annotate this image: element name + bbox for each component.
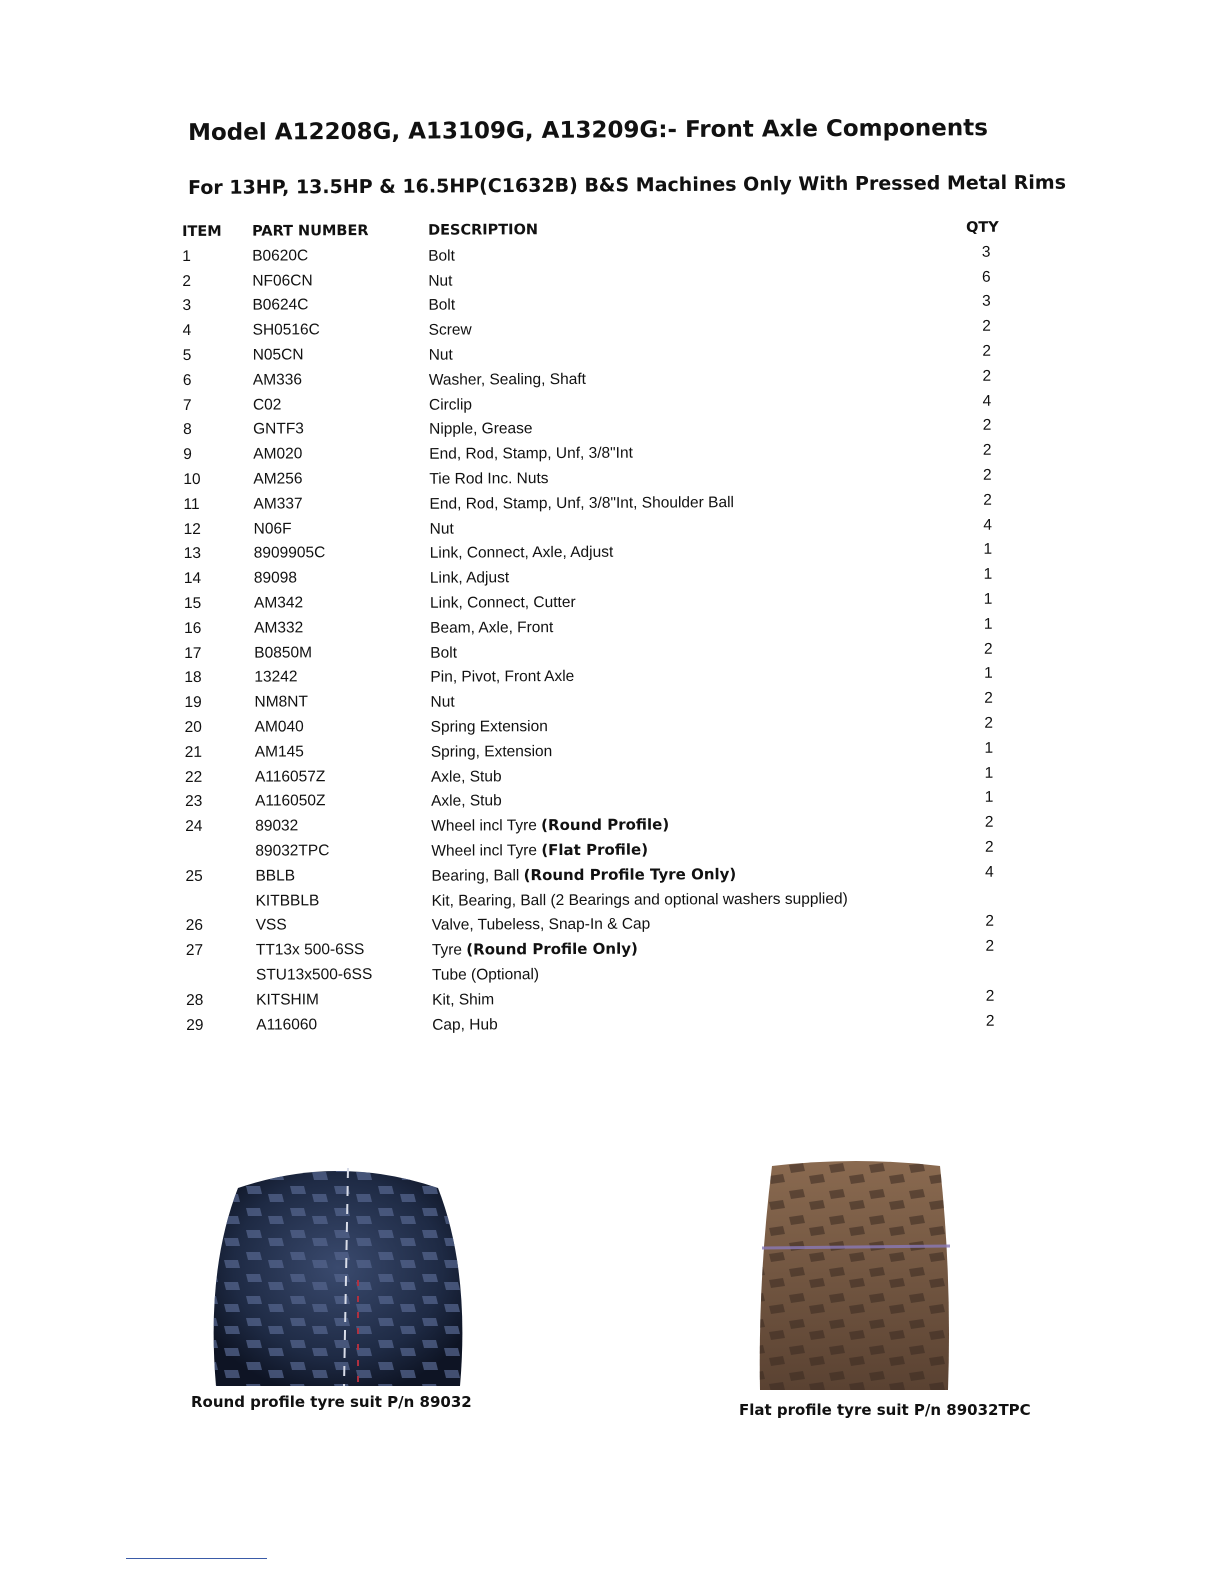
item-number: 4 xyxy=(182,322,192,340)
description xyxy=(430,565,509,591)
quantity: 6 xyxy=(981,268,991,286)
item-number: 26 xyxy=(185,917,203,935)
description xyxy=(429,318,472,344)
description-text: Valve, Tubeless, Snap-In & Cap xyxy=(431,915,651,935)
quantity: 2 xyxy=(985,987,995,1005)
page-subtitle: For 13HP, 13.5HP & 16.5HP(C1632B) B&S Machines Only With Pressed Metal Rims xyxy=(188,171,1067,199)
item-number: 15 xyxy=(183,594,202,612)
description xyxy=(431,813,669,840)
description xyxy=(431,714,548,740)
quantity: 3 xyxy=(981,243,991,261)
quantity: 2 xyxy=(983,491,992,509)
parts-table xyxy=(180,216,1014,1039)
header-description: DESCRIPTION xyxy=(428,222,539,239)
part-number: STU13x500-6SS xyxy=(255,965,373,984)
item-number: 22 xyxy=(184,768,203,786)
item-number: 14 xyxy=(183,570,202,588)
description xyxy=(429,466,548,492)
part-number: B0850M xyxy=(254,643,313,662)
part-number: 89032 xyxy=(255,817,299,835)
quantity: 2 xyxy=(982,417,992,435)
description-text: Spring, Extension xyxy=(430,742,553,761)
part-number: TT13x 500-6SS xyxy=(255,941,365,959)
description xyxy=(428,243,455,269)
description-text: Cap, Hub xyxy=(432,1015,498,1034)
quantity: 1 xyxy=(983,541,993,559)
item-number: 27 xyxy=(185,941,204,960)
item-number: 25 xyxy=(185,867,203,885)
item-number: 7 xyxy=(182,396,192,414)
part-number: GNTF3 xyxy=(253,420,304,438)
part-number: A116060 xyxy=(256,1015,318,1034)
description-text: Nut xyxy=(430,693,455,711)
part-number: N05CN xyxy=(252,346,304,364)
item-number: 19 xyxy=(184,694,202,712)
item-number: 13 xyxy=(183,545,202,563)
description xyxy=(429,367,586,394)
description xyxy=(430,664,574,691)
part-number: A116057Z xyxy=(254,767,326,786)
item-number: 3 xyxy=(182,297,192,315)
item-number: 11 xyxy=(183,495,200,513)
item-number: 5 xyxy=(182,346,192,364)
description-text: Washer, Sealing, Shaft xyxy=(428,370,586,389)
description xyxy=(432,912,651,939)
quantity: 2 xyxy=(985,937,995,955)
part-number: 89098 xyxy=(253,569,298,587)
quantity: 1 xyxy=(984,764,994,782)
item-number: 6 xyxy=(182,371,192,389)
description-text: Circlip xyxy=(428,396,473,414)
part-number: A116050Z xyxy=(255,792,326,810)
item-number: 29 xyxy=(186,1016,204,1034)
quantity: 2 xyxy=(982,441,992,459)
quantity: 2 xyxy=(982,466,992,484)
description-text: Beam, Axle, Front xyxy=(430,618,554,637)
description xyxy=(428,293,455,319)
quantity: 3 xyxy=(982,293,991,311)
round-tyre-caption: Round profile tyre suit P/n 89032 xyxy=(191,1393,472,1411)
description-text: Bolt xyxy=(428,247,455,265)
part-number: 89032TPC xyxy=(255,842,330,860)
flat-tyre-caption: Flat profile tyre suit P/n 89032TPC xyxy=(739,1401,1031,1419)
description xyxy=(429,417,533,443)
part-number: VSS xyxy=(255,916,287,934)
description xyxy=(429,490,734,517)
page-title: Model A12208G, A13109G, A13209G:- Front Axle Components xyxy=(188,115,988,146)
description xyxy=(431,739,553,765)
item-number: 2 xyxy=(182,272,191,290)
part-number: SH0516C xyxy=(252,321,320,339)
description xyxy=(428,268,452,294)
part-number: NF06CN xyxy=(252,271,313,290)
quantity: 1 xyxy=(984,739,994,757)
description xyxy=(430,690,454,716)
description-text: Tie Rod Inc. Nuts xyxy=(429,470,549,488)
description xyxy=(430,615,553,641)
item-number: 8 xyxy=(183,421,192,439)
item-number: 20 xyxy=(184,718,202,736)
description xyxy=(432,987,494,1013)
description xyxy=(431,862,736,889)
description-emphasis: (Round Profile) xyxy=(541,815,670,835)
description-emphasis: (Flat Profile) xyxy=(541,840,649,860)
part-number: KITBBLB xyxy=(255,891,320,910)
part-number: NM8NT xyxy=(254,693,308,711)
item-number: 21 xyxy=(184,743,203,761)
description-text: Link, Connect, Axle, Adjust xyxy=(429,544,614,563)
description-text: End, Rod, Stamp, Unf, 3/8"Int, Shoulder Ball xyxy=(429,493,735,513)
quantity: 1 xyxy=(983,615,993,633)
description-text: Nut xyxy=(428,272,453,290)
description xyxy=(432,962,539,988)
part-number: B0624C xyxy=(252,296,309,315)
description-text: Link, Adjust xyxy=(429,569,510,587)
part-number: AM256 xyxy=(253,470,303,488)
part-number: C02 xyxy=(252,396,282,414)
description-text: Bearing, Ball xyxy=(431,866,524,885)
description-emphasis: (Round Profile Tyre Only) xyxy=(523,864,737,884)
description xyxy=(432,1012,498,1038)
description-text: Tyre xyxy=(431,941,467,959)
description xyxy=(430,540,614,567)
flat-profile-tyre-photo xyxy=(746,1160,966,1392)
description xyxy=(431,789,502,815)
part-number: 13242 xyxy=(254,668,298,686)
header-qty: QTY xyxy=(966,219,999,236)
part-number: N06F xyxy=(253,519,292,538)
description-text: End, Rod, Stamp, Unf, 3/8"Int xyxy=(429,444,633,463)
description xyxy=(429,441,633,468)
description-emphasis: (Round Profile Only) xyxy=(466,939,638,959)
item-number: 17 xyxy=(184,644,202,662)
item-number: 23 xyxy=(185,793,203,811)
quantity: 2 xyxy=(985,913,995,931)
footer-divider xyxy=(126,1558,267,1559)
part-number: KITSHIM xyxy=(256,990,320,1009)
header-part-number: PART NUMBER xyxy=(252,223,369,240)
description xyxy=(432,937,638,964)
description-text: Nipple, Grease xyxy=(429,420,533,439)
quantity: 2 xyxy=(982,342,992,360)
item-number: 28 xyxy=(186,991,204,1009)
quantity: 2 xyxy=(984,714,994,732)
description xyxy=(431,764,502,790)
part-number: AM020 xyxy=(253,445,303,463)
quantity: 1 xyxy=(983,565,993,583)
description xyxy=(430,640,457,666)
description-text: Bolt xyxy=(430,644,458,662)
description-text: Spring Extension xyxy=(430,718,548,736)
quantity: 2 xyxy=(982,367,992,385)
description-text: Nut xyxy=(428,346,453,364)
quantity: 2 xyxy=(983,640,993,658)
description xyxy=(430,516,454,542)
description-text: Axle, Stub xyxy=(431,792,502,811)
part-number: AM342 xyxy=(253,594,304,612)
table-body xyxy=(180,240,1014,1038)
description xyxy=(430,590,576,617)
quantity: 2 xyxy=(985,1012,995,1030)
item-number: 1 xyxy=(182,247,191,265)
item-number: 16 xyxy=(184,619,202,637)
part-number: AM332 xyxy=(254,619,304,637)
item-number: 24 xyxy=(185,818,203,836)
description-text: Tube (Optional) xyxy=(431,966,540,984)
description xyxy=(431,837,648,864)
description xyxy=(429,343,453,369)
quantity: 2 xyxy=(984,813,994,831)
round-profile-tyre-photo xyxy=(198,1160,478,1388)
description-text: Kit, Bearing, Ball (2 Bearings and optional washers supplied) xyxy=(431,890,848,910)
quantity: 1 xyxy=(984,789,994,807)
quantity: 1 xyxy=(984,665,993,683)
description-text: Pin, Pivot, Front Axle xyxy=(430,668,575,687)
part-number: AM336 xyxy=(252,371,303,389)
description xyxy=(429,392,472,418)
table-row xyxy=(184,1009,1014,1038)
item-number: 18 xyxy=(184,669,202,687)
description-text: Wheel incl Tyre xyxy=(431,817,542,835)
part-number: AM337 xyxy=(253,495,303,513)
quantity: 4 xyxy=(983,516,992,534)
quantity: 4 xyxy=(982,392,992,410)
part-number: BBLB xyxy=(255,867,296,885)
description-text: Wheel incl Tyre xyxy=(431,842,542,860)
part-number: 8909905C xyxy=(253,544,326,562)
quantity: 4 xyxy=(985,863,994,881)
item-number: 12 xyxy=(183,520,201,538)
description xyxy=(432,886,848,914)
header-item: ITEM xyxy=(182,223,222,240)
quantity: 2 xyxy=(984,838,994,856)
part-number: AM040 xyxy=(254,718,304,736)
description-text: Kit, Shim xyxy=(432,991,495,1009)
description-text: Axle, Stub xyxy=(430,767,502,786)
description-text: Link, Connect, Cutter xyxy=(429,593,576,612)
description-text: Nut xyxy=(429,520,454,538)
description-text: Bolt xyxy=(428,296,456,315)
quantity: 2 xyxy=(982,317,991,335)
item-number: 10 xyxy=(183,470,201,488)
part-number: B0620C xyxy=(252,247,309,265)
quantity: 2 xyxy=(984,689,993,707)
quantity: 1 xyxy=(983,590,993,608)
description-text: Screw xyxy=(428,321,472,339)
part-number: AM145 xyxy=(254,743,304,761)
item-number: 9 xyxy=(183,446,192,464)
